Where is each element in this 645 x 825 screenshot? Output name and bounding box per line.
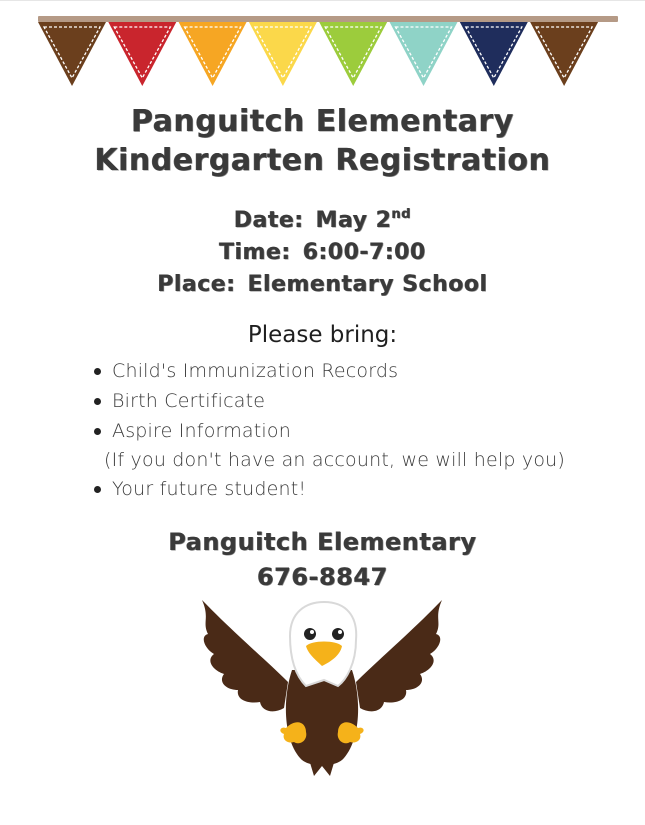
- footer-phone: 676-8847: [257, 563, 388, 591]
- date-suffix: nd: [391, 207, 412, 222]
- bunting-flag: [530, 22, 598, 86]
- eagle-eye-right: [332, 628, 344, 640]
- bring-title: Please bring:: [247, 322, 398, 348]
- school-title: Panguitch Elementary: [131, 104, 514, 139]
- bunting-flag: [460, 22, 528, 86]
- eagle-mascot-icon: [196, 590, 448, 778]
- bullet-icon: [94, 428, 101, 435]
- page-edge: [0, 0, 645, 1]
- item-future-student: Your future student!: [112, 478, 307, 500]
- bullet-icon: [94, 398, 101, 405]
- bring-list: [92, 356, 565, 504]
- footer-school-name: Panguitch Elementary: [168, 528, 477, 556]
- item-birth-certificate: Birth Certificate: [112, 390, 266, 412]
- list-item: [92, 416, 565, 474]
- list-item: [92, 356, 565, 386]
- list-item: [92, 474, 565, 504]
- item-immunization: Child's Immunization Records: [112, 360, 399, 382]
- eagle-eye-left: [304, 628, 316, 640]
- eagle-left-wing: [202, 600, 288, 711]
- bunting-flag: [38, 22, 106, 86]
- aspire-note: (If you don't have an account, we will help you): [104, 449, 566, 471]
- list-item: [92, 386, 565, 416]
- eagle-right-foot: [338, 722, 364, 743]
- bullet-icon: [94, 486, 101, 493]
- bunting-banner: [38, 14, 618, 90]
- bunting-flag: [390, 22, 458, 86]
- date-label: Date:: [233, 208, 304, 233]
- bunting-flag: [249, 22, 317, 86]
- item-aspire: Aspire Information: [112, 420, 291, 442]
- date-value: May 2: [315, 208, 392, 233]
- event-time: [0, 238, 645, 268]
- place-label: Place:: [157, 272, 236, 297]
- eagle-body: [286, 670, 358, 766]
- event-date: [0, 206, 645, 239]
- eagle-eye-shine: [338, 630, 342, 634]
- bullet-icon: [94, 368, 101, 375]
- event-place: [0, 270, 645, 300]
- bunting-rod: [38, 16, 618, 22]
- bunting-flag: [319, 22, 387, 86]
- time-value: 6:00-7:00: [302, 240, 426, 265]
- place-value: Elementary School: [247, 272, 488, 297]
- eagle-eye-shine: [310, 630, 314, 634]
- eagle-tail: [308, 756, 336, 776]
- time-label: Time:: [219, 240, 291, 265]
- eagle-right-wing: [356, 600, 442, 711]
- eagle-left-foot: [280, 722, 306, 743]
- event-title: Kindergarten Registration: [94, 143, 551, 178]
- bunting-flag: [179, 22, 247, 86]
- bunting-flag: [108, 22, 176, 86]
